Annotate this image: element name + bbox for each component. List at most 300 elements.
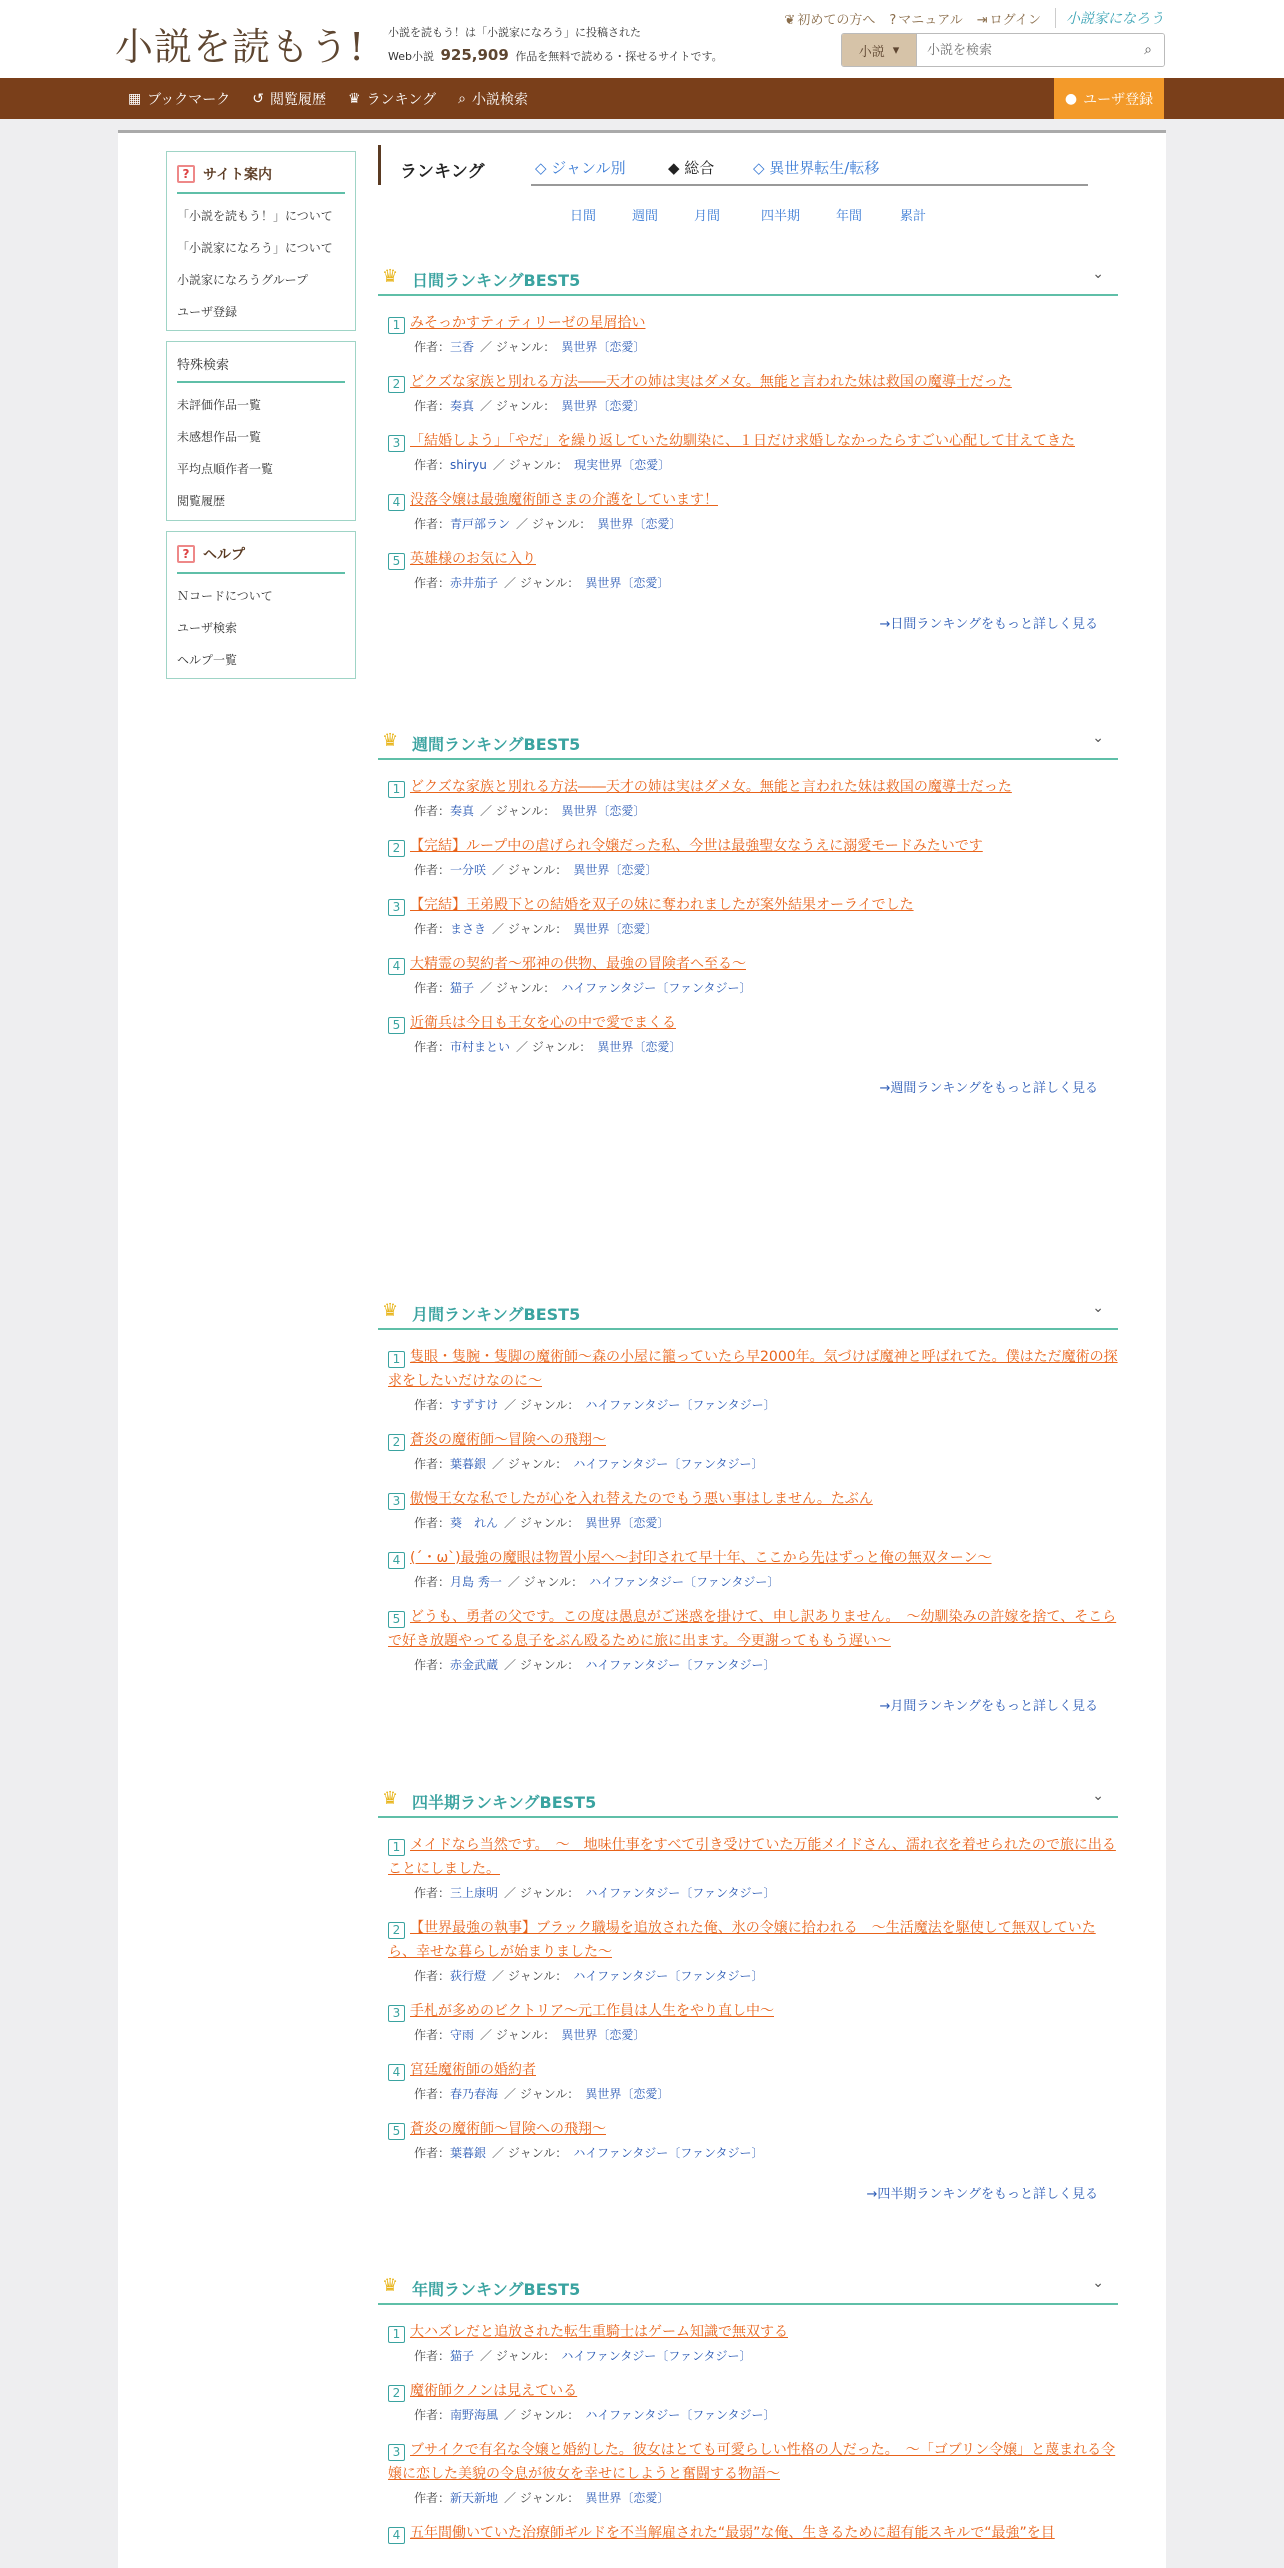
novel-meta (388, 1038, 1118, 1055)
list-item (388, 2379, 1118, 2423)
author-link[interactable]: 三上康明 (450, 1886, 499, 1900)
sidebar-item-user-search[interactable]: ユーザ検索 (177, 621, 238, 635)
novel-meta (388, 338, 1118, 355)
genre-label: ／ ジャンル： (504, 2491, 580, 2505)
rank-number-badge: 3 (388, 2005, 405, 2022)
narou-logo[interactable]: 小説家になろう (1055, 8, 1164, 28)
author-link[interactable]: 市村まとい (450, 1040, 511, 1054)
genre-link[interactable]: 異世界〔恋愛〕 (561, 2028, 646, 2042)
nav-search[interactable] (458, 89, 528, 109)
author-link[interactable]: shiryu (450, 458, 487, 472)
author-link[interactable]: 奏真 (450, 804, 475, 818)
main-nav (0, 78, 1284, 119)
rank-number-badge: 3 (388, 899, 405, 916)
section-header[interactable] (378, 2267, 1118, 2305)
genre-link[interactable]: ハイファンタジー〔ファンタジー〕 (589, 1575, 780, 1589)
novel-meta (388, 2144, 1118, 2161)
novel-meta (388, 1656, 1118, 1673)
list-item (388, 2117, 1118, 2161)
rank-list (378, 1345, 1118, 1673)
list-item (388, 311, 1118, 355)
rank-number-badge: 3 (388, 2444, 405, 2461)
rank-line (388, 547, 1118, 571)
genre-link[interactable]: 現実世界〔恋愛〕 (574, 458, 671, 472)
rank-number-badge: 2 (388, 840, 405, 857)
top-link-login-label: ログイン (989, 12, 1041, 28)
bookmark-icon: ▦ (128, 90, 142, 107)
author-link[interactable]: 一分咲 (450, 863, 487, 877)
crown-icon: ♛ (382, 2275, 399, 2296)
rank-list (378, 2320, 1118, 2545)
sidebar-item-group[interactable]: 小説家になろうグループ (177, 273, 309, 287)
list-item (388, 1428, 1118, 1472)
author-label: 作者： (414, 981, 451, 995)
rank-number-badge: 2 (388, 376, 405, 393)
novel-meta (388, 1967, 1118, 1984)
search-icon: ⌕ (1144, 42, 1152, 58)
top-link-manual-label: マニュアル (898, 12, 963, 28)
list-item (388, 1833, 1118, 1901)
top-link-login[interactable] (977, 9, 1041, 28)
author-label: 作者： (414, 2408, 451, 2422)
site-logo[interactable]: 小説を読もう! (115, 25, 366, 69)
more-ranking-link[interactable]: →四半期ランキングをもっと詳しく見る (866, 2187, 1098, 2202)
list-item (388, 2438, 1118, 2506)
author-label: 作者： (414, 1575, 451, 1589)
genre-link[interactable]: 異世界〔恋愛〕 (585, 2491, 670, 2505)
author-label: 作者： (414, 1969, 451, 1983)
period-link-5[interactable]: 累計 (900, 209, 927, 224)
novel-meta (388, 397, 1118, 414)
leaf-icon: ❦ (784, 12, 796, 28)
search-bar (841, 33, 1165, 67)
genre-link[interactable]: ハイファンタジー〔ファンタジー〕 (573, 1969, 764, 1983)
novel-meta (388, 802, 1118, 819)
genre-label: ／ ジャンル： (507, 1575, 584, 1589)
author-label: 作者： (414, 2491, 451, 2505)
chevron-down-icon[interactable]: ⌄ (1092, 2275, 1104, 2291)
genre-link[interactable]: 異世界〔恋愛〕 (573, 922, 658, 936)
author-label: 作者： (414, 458, 451, 472)
rank-number-badge: 3 (388, 1493, 405, 1510)
chevron-down-icon[interactable]: ⌄ (1092, 730, 1104, 746)
genre-label: ／ ジャンル： (492, 458, 569, 472)
genre-label: ／ ジャンル： (492, 922, 568, 936)
novel-title-link[interactable]: 【完結】王弟殿下との結婚を双子の妹に奪われましたが案外結果オーライでした (410, 897, 914, 913)
rank-number-badge: 2 (388, 1434, 405, 1451)
main-container (118, 130, 1166, 2568)
author-label: 作者： (414, 1040, 451, 1054)
list-item (388, 429, 1118, 473)
novel-title-link[interactable]: 近衛兵は今日も王女を心の中で愛でまくる (410, 1015, 676, 1031)
genre-label: ／ ジャンル： (516, 517, 592, 531)
novel-title-link[interactable]: 大精霊の契約者～邪神の供物、最強の冒険者へ至る～ (410, 956, 746, 972)
history-icon: ↺ (252, 90, 264, 107)
sidebar-item-help-list[interactable]: ヘルプ一覧 (177, 653, 238, 667)
author-label: 作者： (414, 1457, 451, 1471)
rank-line (388, 1011, 1118, 1035)
list-item (388, 2521, 1118, 2545)
count-suffix: 作品を無料で読める・探せるサイトです。 (515, 50, 723, 63)
nav-bookmark[interactable] (128, 89, 230, 109)
genre-label: ／ ジャンル： (492, 2146, 568, 2160)
period-link-1[interactable]: 週間 (632, 209, 659, 224)
novel-meta (388, 1396, 1118, 1413)
search-type-select[interactable] (842, 34, 917, 66)
author-link[interactable]: 奏真 (450, 399, 475, 413)
novel-title-link[interactable]: 五年間働いていた治療師ギルドを不当解雇された“最弱”な俺、生きるために超有能スキルで“最強”を目 (410, 2525, 1055, 2541)
sidebar-item-avg-author[interactable]: 平均点順作者一覧 (177, 462, 274, 476)
author-label: 作者： (414, 340, 451, 354)
author-label: 作者： (414, 2349, 451, 2363)
author-label: 作者： (414, 922, 451, 936)
rank-line (388, 834, 1118, 858)
sidebar-special-search (166, 341, 356, 521)
novel-meta (388, 2406, 1118, 2423)
rank-number-badge: 5 (388, 1017, 405, 1034)
rank-list (378, 311, 1118, 591)
more-ranking-link[interactable]: →月間ランキングをもっと詳しく見る (879, 1699, 1098, 1714)
section-header[interactable] (378, 258, 1118, 296)
sidebar-item-no-review[interactable]: 未感想作品一覧 (177, 430, 262, 444)
genre-label: ／ ジャンル： (504, 1516, 580, 1530)
site-count-line (388, 46, 723, 64)
user-register-button[interactable] (1054, 78, 1164, 119)
author-label: 作者： (414, 1886, 451, 1900)
sidebar-item-user-register[interactable]: ユーザ登録 (177, 305, 238, 319)
chevron-down-icon[interactable]: ⌄ (1092, 266, 1104, 282)
list-item (388, 1345, 1118, 1413)
rank-number-badge: 5 (388, 553, 405, 570)
ranking-tabs (378, 145, 1098, 187)
list-item (388, 1546, 1118, 1590)
rank-line (388, 2117, 1118, 2141)
section-header[interactable] (378, 1292, 1118, 1330)
ranking-heading: ランキング (400, 162, 485, 182)
nav-ranking[interactable] (348, 89, 436, 109)
chevron-down-icon[interactable]: ⌄ (1092, 1788, 1104, 1804)
genre-link[interactable]: 異世界〔恋愛〕 (573, 863, 658, 877)
tab-isekai[interactable]: ◇ 異世界転生/転移 (753, 159, 880, 177)
rank-line (388, 1345, 1118, 1393)
novel-title-link[interactable]: メイドなら当然です。 ～ 地味仕事をすべて引き受けていた万能メイドさん、濡れ衣を着せられたので旅に出ることにしました。 (388, 1837, 1116, 1877)
rank-number-badge: 4 (388, 494, 405, 511)
author-label: 作者： (414, 2146, 451, 2160)
author-label: 作者： (414, 863, 451, 877)
crown-icon: ♛ (348, 90, 361, 107)
author-link[interactable]: 新天新地 (450, 2491, 499, 2505)
top-link-beginner-label: 初めての方へ (797, 12, 876, 28)
genre-link[interactable]: 異世界〔恋愛〕 (597, 517, 682, 531)
author-label: 作者： (414, 576, 451, 590)
sidebar-item-ncode[interactable]: Ｎコードについて (177, 589, 273, 603)
novel-meta (388, 979, 1118, 996)
novel-meta (388, 2026, 1118, 2043)
tab-genre[interactable]: ◇ ジャンル別 (535, 159, 626, 177)
genre-label: ／ ジャンル： (480, 340, 556, 354)
novel-meta (388, 2347, 1118, 2364)
user-icon: ● (1064, 90, 1078, 107)
novel-title-link[interactable]: 【完結】ループ中の虐げられ令嬢だった私、今世は最強聖女なうえに溺愛モードみたいです (410, 838, 983, 854)
author-link[interactable]: 月島 秀一 (450, 1575, 502, 1589)
genre-link[interactable]: 異世界〔恋愛〕 (585, 1516, 670, 1530)
section-header[interactable] (378, 722, 1118, 760)
nav-items (128, 78, 528, 119)
author-label: 作者： (414, 1398, 451, 1412)
rank-number-badge: 5 (388, 1611, 405, 1628)
list-item (388, 1605, 1118, 1673)
rank-line (388, 2521, 1118, 2545)
author-label: 作者： (414, 399, 451, 413)
genre-link[interactable]: ハイファンタジー〔ファンタジー〕 (585, 1398, 776, 1412)
more-ranking-link[interactable]: →週間ランキングをもっと詳しく見る (879, 1081, 1098, 1096)
novel-meta (388, 1455, 1118, 1472)
list-item (388, 775, 1118, 819)
author-label: 作者： (414, 2028, 451, 2042)
genre-link[interactable]: ハイファンタジー〔ファンタジー〕 (573, 2146, 764, 2160)
author-link[interactable]: 青戸部ラン (450, 517, 511, 531)
rank-line (388, 952, 1118, 976)
genre-label: ／ ジャンル： (492, 1457, 568, 1471)
question-icon: ? (889, 12, 897, 28)
author-label: 作者： (414, 804, 451, 818)
novel-meta (388, 1573, 1118, 1590)
rank-line (388, 2058, 1118, 2082)
rank-line (388, 2379, 1118, 2403)
rank-number-badge: 2 (388, 1922, 405, 1939)
section-title: 年間ランキングBEST5 (412, 2280, 581, 2299)
rank-number-badge: 4 (388, 2527, 405, 2544)
site-subtitle: 小説を読もう！は「小説家になろう」に投稿された (388, 26, 641, 39)
section-title: 日間ランキングBEST5 (412, 271, 581, 290)
genre-label: ／ ジャンル： (504, 2408, 580, 2422)
novel-title-link[interactable]: 大ハズレだと追放された転生重騎士はゲーム知識で無双する (410, 2324, 788, 2340)
genre-link[interactable]: 異世界〔恋愛〕 (561, 804, 646, 818)
novel-title-link[interactable]: どクズな家族と別れる方法――天才の姉は実はダメ女。無能と言われた妹は救国の魔導士だった (410, 374, 1012, 390)
novel-title-link[interactable]: 蒼炎の魔術師～冒険への飛翔～ (410, 2121, 606, 2137)
author-label: 作者： (414, 2087, 451, 2101)
ranking-section (378, 258, 1118, 632)
novel-title-link[interactable]: どうも、勇者の父です。この度は愚息がご迷惑を掛けて、申し訳ありません。 ～幼馴染みの許嫁を捨て、そこらで好き放題やってる息子をぶん殴るために旅に出ます。今更謝ってももう遅い～ (388, 1609, 1117, 1649)
genre-label: ／ ジャンル： (480, 2028, 556, 2042)
novel-title-link[interactable]: 【世界最強の執事】ブラック職場を追放された俺、氷の令嬢に拾われる ～生活魔法を駆使して無双していたら、幸せな暮らしが始まりました～ (388, 1920, 1096, 1960)
list-item (388, 1916, 1118, 1984)
novel-title-link[interactable]: 宮廷魔術師の婚約者 (410, 2062, 536, 2078)
rank-list (378, 1833, 1118, 2161)
novel-title-link[interactable]: 傲慢王女な私でしたが心を入れ替えたのでもう悪い事はしません。たぶん (410, 1491, 873, 1507)
list-item (388, 1999, 1118, 2043)
author-link[interactable]: 三香 (450, 340, 475, 354)
list-item (388, 834, 1118, 878)
crown-icon: ♛ (382, 730, 399, 751)
genre-link[interactable]: 異世界〔恋愛〕 (585, 2087, 670, 2101)
rank-number-badge: 1 (388, 781, 405, 798)
novel-title-link[interactable]: みそっかすティティリーゼの星屑拾い (410, 315, 646, 331)
author-link[interactable]: 猫子 (450, 981, 475, 995)
genre-link[interactable]: 異世界〔恋愛〕 (585, 576, 670, 590)
genre-link[interactable]: ハイファンタジー〔ファンタジー〕 (561, 2349, 752, 2363)
rank-line (388, 1605, 1118, 1653)
author-link[interactable]: 春乃春海 (450, 2087, 499, 2101)
rank-number-badge: 3 (388, 435, 405, 452)
more-ranking-link[interactable]: →日間ランキングをもっと詳しく見る (879, 617, 1098, 632)
sidebar-help-title-text: ヘルプ (203, 547, 245, 563)
author-link[interactable]: 南野海風 (450, 2408, 499, 2422)
section-title: 四半期ランキングBEST5 (412, 1793, 597, 1812)
rank-line (388, 311, 1118, 335)
novel-title-link[interactable]: どクズな家族と別れる方法――天才の姉は実はダメ女。無能と言われた妹は救国の魔導士だった (410, 779, 1012, 795)
novel-title-link[interactable]: (´・ω`)最強の魔眼は物置小屋へ～封印されて早十年、ここから先はずっと俺の無双ターン～ (410, 1550, 992, 1566)
author-label: 作者： (414, 1658, 451, 1672)
rank-number-badge: 1 (388, 1351, 405, 1368)
rank-number-badge: 1 (388, 1839, 405, 1856)
rank-line (388, 488, 1118, 512)
genre-link[interactable]: ハイファンタジー〔ファンタジー〕 (573, 1457, 764, 1471)
genre-link[interactable]: 異世界〔恋愛〕 (561, 340, 646, 354)
novel-title-link[interactable]: 蒼炎の魔術師～冒険への飛翔～ (410, 1432, 606, 1448)
sidebar-item-about-narou[interactable]: 「小説家になろう」について (177, 241, 333, 255)
novel-title-link[interactable]: 手札が多めのビクトリア〜元工作員は人生をやり直し中〜 (410, 2003, 774, 2019)
section-title: 月間ランキングBEST5 (412, 1305, 581, 1324)
sidebar-special-search-title: 特殊検索 (177, 350, 345, 383)
top-link-manual[interactable] (889, 9, 962, 28)
author-link[interactable]: 猫子 (450, 2349, 475, 2363)
list-item (388, 488, 1118, 532)
genre-label: ／ ジャンル： (504, 2087, 580, 2101)
search-type-value: 小説 (858, 44, 885, 60)
genre-label: ／ ジャンル： (516, 1040, 592, 1054)
author-link[interactable]: 守雨 (450, 2028, 475, 2042)
genre-label: ／ ジャンル： (480, 2349, 556, 2363)
novel-meta (388, 2489, 1118, 2506)
genre-label: ／ ジャンル： (480, 804, 556, 818)
search-input[interactable] (917, 34, 1132, 66)
crown-icon: ♛ (382, 1300, 399, 1321)
author-link[interactable]: すずすけ (450, 1398, 499, 1412)
period-link-4[interactable]: 年間 (836, 209, 863, 224)
rank-number-badge: 4 (388, 2064, 405, 2081)
nav-ranking-label: ランキング (366, 91, 437, 108)
genre-link[interactable]: 異世界〔恋愛〕 (561, 399, 646, 413)
top-links (784, 8, 1164, 28)
rank-line (388, 429, 1118, 453)
sidebar-item-about-yomou[interactable]: 「小説を読もう！」について (177, 209, 333, 223)
tabs-underline (531, 184, 1088, 186)
rank-number-badge: 1 (388, 317, 405, 334)
login-icon: ⇥ (976, 12, 988, 28)
genre-link[interactable]: 異世界〔恋愛〕 (597, 1040, 682, 1054)
section-header[interactable] (378, 1780, 1118, 1818)
rank-line (388, 2438, 1118, 2486)
search-button[interactable] (1132, 34, 1164, 66)
novel-meta (388, 574, 1118, 591)
list-item (388, 2320, 1118, 2364)
ranking-section (378, 722, 1118, 1096)
author-link[interactable]: 赤井茄子 (450, 576, 499, 590)
novel-title-link[interactable]: ブサイクで有名な令嬢と婚約した。彼女はとても可愛らしい性格の人だった。 ～「ゴブリン令嬢」と蔑まれる令嬢に恋した美貌の令息が彼女を幸せにしようと奮闘する物語～ (388, 2442, 1116, 2482)
user-register-label: ユーザ登録 (1083, 91, 1154, 108)
rank-number-badge: 4 (388, 1552, 405, 1569)
author-link[interactable]: まさき (450, 922, 487, 936)
list-item (388, 2058, 1118, 2102)
rank-line (388, 1916, 1118, 1964)
genre-label: ／ ジャンル： (504, 1398, 580, 1412)
period-link-3[interactable]: 四半期 (761, 209, 801, 224)
site-header (0, 0, 1284, 78)
sidebar-item-unrated[interactable]: 未評価作品一覧 (177, 398, 262, 412)
sidebar-site-guide-title-text: サイト案内 (203, 167, 273, 183)
rank-list (378, 775, 1118, 1055)
rank-line (388, 775, 1118, 799)
author-label: 作者： (414, 517, 451, 531)
nav-search-label: 小説検索 (472, 91, 528, 108)
rank-line (388, 1546, 1118, 1570)
period-link-2[interactable]: 月間 (694, 209, 721, 224)
search-icon: ⌕ (458, 90, 466, 107)
rank-line (388, 1487, 1118, 1511)
tabs-accent-bar (378, 145, 381, 185)
crown-icon: ♛ (382, 266, 399, 287)
nav-history[interactable] (252, 89, 326, 109)
rank-line (388, 2320, 1118, 2344)
genre-link[interactable]: ハイファンタジー〔ファンタジー〕 (585, 1886, 776, 1900)
genre-link[interactable]: ハイファンタジー〔ファンタジー〕 (585, 2408, 776, 2422)
genre-label: ／ ジャンル： (480, 981, 556, 995)
rank-line (388, 1833, 1118, 1881)
author-link[interactable]: 葉暮銀 (450, 2146, 487, 2160)
period-links (378, 205, 1118, 225)
novel-meta (388, 920, 1118, 937)
author-link[interactable]: 赤金武蔵 (450, 1658, 499, 1672)
author-link[interactable]: 葵 れん (450, 1516, 499, 1530)
sidebar-help (166, 531, 356, 679)
genre-link[interactable]: ハイファンタジー〔ファンタジー〕 (561, 981, 752, 995)
author-label: 作者： (414, 1516, 451, 1530)
chevron-down-icon[interactable]: ⌄ (1092, 1300, 1104, 1316)
novel-title-link[interactable]: 「結婚しよう」「やだ」を繰り返していた幼馴染に、１日だけ求婚しなかったらすごい心配して甘えてきた (410, 433, 1075, 449)
novel-title-link[interactable]: 没落令嬢は最強魔術師さまの介護をしています！ (410, 492, 718, 508)
question-icon: ? (177, 545, 195, 563)
rank-line (388, 1428, 1118, 1452)
novel-meta (388, 1884, 1118, 1901)
rank-number-badge: 1 (388, 2326, 405, 2343)
count-prefix: Web小説 (388, 50, 434, 63)
author-link[interactable]: 葉暮銀 (450, 1457, 487, 1471)
list-item (388, 370, 1118, 414)
list-item (388, 1487, 1118, 1531)
genre-link[interactable]: ハイファンタジー〔ファンタジー〕 (585, 1658, 776, 1672)
list-item (388, 1011, 1118, 1055)
novel-title-link[interactable]: 英雄様のお気に入り (410, 551, 536, 567)
list-item (388, 547, 1118, 591)
novel-meta (388, 1514, 1118, 1531)
sidebar-item-history[interactable]: 閲覧履歴 (177, 494, 226, 508)
top-link-beginner[interactable] (784, 9, 875, 28)
rank-line (388, 893, 1118, 917)
period-link-0[interactable]: 日間 (570, 209, 597, 224)
genre-label: ／ ジャンル： (504, 1658, 580, 1672)
novel-title-link[interactable]: 隻眼・隻腕・隻脚の魔術師～森の小屋に籠っていたら早2000年。気づけば魔神と呼ばれてた。僕はただ魔術の探求をしたいだけなのに～ (388, 1349, 1118, 1389)
tab-overall[interactable]: ◆ 総合 (668, 159, 715, 177)
genre-label: ／ ジャンル： (492, 863, 568, 877)
novel-meta (388, 861, 1118, 878)
rank-line (388, 370, 1118, 394)
novel-title-link[interactable]: 魔術師クノンは見えている (410, 2383, 578, 2399)
ranking-section (378, 1292, 1118, 1714)
genre-label: ／ ジャンル： (492, 1969, 568, 1983)
author-link[interactable]: 荻行燈 (450, 1969, 487, 1983)
crown-icon: ♛ (382, 1788, 399, 1809)
